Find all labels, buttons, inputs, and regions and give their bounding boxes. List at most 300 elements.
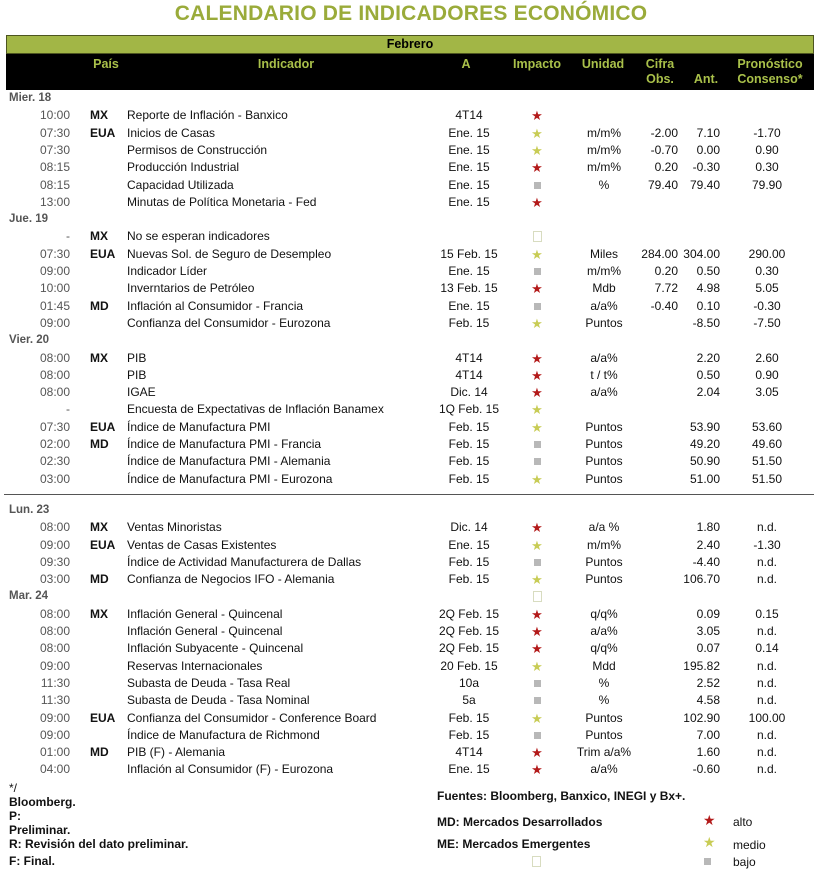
consensus-cell: -0.30 xyxy=(753,298,781,313)
section-divider xyxy=(4,494,814,495)
impact-medium-star-icon: ★ xyxy=(531,315,543,331)
day-header xyxy=(0,211,822,228)
table-row xyxy=(0,350,822,367)
time-cell: 09:00 xyxy=(39,710,70,725)
previous-cell: 3.05 xyxy=(696,624,720,638)
observed-cell: 0.20 xyxy=(654,160,678,175)
day-label: Mar. 24 xyxy=(9,590,48,603)
day-header xyxy=(0,332,822,349)
table-row xyxy=(0,246,822,263)
table-row xyxy=(0,727,822,744)
time-cell: 08:15 xyxy=(39,177,70,192)
md-note: MD: Mercados Desarrollados xyxy=(437,815,603,829)
period-cell: 15 Feb. 15 xyxy=(440,246,498,261)
previous-cell: 0.50 xyxy=(696,264,720,278)
previous-cell: 0.09 xyxy=(696,606,720,621)
indicator-cell: Índice de Actividad Manufacturera de Dallas xyxy=(127,554,362,569)
table-row xyxy=(0,675,822,692)
previous-cell: 7.10 xyxy=(696,125,720,140)
time-cell: 13:00 xyxy=(39,194,70,209)
previous-cell: 0.50 xyxy=(696,367,720,382)
previous-cell: 4.98 xyxy=(696,281,720,296)
previous-cell: 49.20 xyxy=(689,437,720,451)
header-pais: País xyxy=(93,57,119,71)
period-cell: Feb. 15 xyxy=(448,471,490,486)
previous-cell: 79.40 xyxy=(689,177,720,192)
period-cell: 4T14 xyxy=(455,108,483,123)
previous-cell: 2.20 xyxy=(696,350,720,365)
period-cell: Ene. 15 xyxy=(448,142,490,157)
time-cell: 08:00 xyxy=(39,385,70,400)
indicator-cell: Subasta de Deuda - Tasa Nominal xyxy=(127,693,310,708)
period-cell: Ene. 15 xyxy=(448,264,490,278)
header-cifra: Cifra xyxy=(645,57,675,71)
footnote-bloomberg: Bloomberg. xyxy=(9,795,76,809)
legend-medium-label: medio xyxy=(733,838,766,852)
previous-cell: -0.60 xyxy=(692,762,720,777)
table-row xyxy=(0,537,822,554)
period-cell: Ene. 15 xyxy=(448,194,490,209)
time-cell: 02:00 xyxy=(39,437,70,451)
header-consenso-label: Consenso* xyxy=(737,72,803,86)
previous-cell: -8.50 xyxy=(692,315,720,330)
period-cell: Feb. 15 xyxy=(448,454,490,469)
time-cell: 07:30 xyxy=(39,419,70,434)
period-cell: Dic. 14 xyxy=(450,385,488,400)
impact-low-square-icon xyxy=(525,727,549,744)
impact-high-star-icon: ★ xyxy=(531,385,543,401)
indicator-cell: PIB xyxy=(127,367,147,382)
period-cell: Dic. 14 xyxy=(450,520,488,535)
header-cifra-obs xyxy=(638,57,682,87)
period-cell: 2Q Feb. 15 xyxy=(438,624,500,638)
period-cell: 1Q Feb. 15 xyxy=(438,402,500,417)
previous-cell: 7.00 xyxy=(696,727,720,742)
header-ant: Ant. xyxy=(693,72,719,86)
time-cell: 02:30 xyxy=(39,454,70,469)
unit-cell: m/m% xyxy=(587,160,621,175)
impact-empty-icon xyxy=(525,228,549,245)
consensus-cell: n.d. xyxy=(756,675,777,690)
country-cell: MX xyxy=(90,606,108,621)
period-cell: Feb. 15 xyxy=(448,315,490,330)
indicator-cell: Inflación al Consumidor - Francia xyxy=(127,298,304,313)
table-row xyxy=(0,453,822,470)
time-cell: 09:00 xyxy=(39,537,70,552)
impact-high-star-icon: ★ xyxy=(531,641,543,657)
indicator-cell: Índice de Manufactura PMI - Alemania xyxy=(127,454,331,469)
impact-medium-star-icon: ★ xyxy=(531,471,543,487)
impact-high-star-icon: ★ xyxy=(531,281,543,297)
observed-cell: 79.40 xyxy=(647,177,678,192)
country-cell: MD xyxy=(90,298,109,313)
table-row xyxy=(0,640,822,657)
impact-low-square-icon xyxy=(525,177,549,194)
previous-cell: 0.07 xyxy=(696,641,720,656)
consensus-cell: -1.70 xyxy=(753,125,781,140)
period-cell: Feb. 15 xyxy=(448,727,490,742)
legend-low-square-icon xyxy=(704,855,711,869)
legend-high-star-icon: ★ xyxy=(703,812,716,828)
observed-cell: -0.70 xyxy=(650,142,678,157)
consensus-cell: n.d. xyxy=(756,745,777,760)
me-note: ME: Mercados Emergentes xyxy=(437,837,591,851)
previous-cell: 51.00 xyxy=(689,471,720,486)
impact-medium-star-icon: ★ xyxy=(531,246,543,262)
time-cell: - xyxy=(66,402,70,417)
footnote-final: F: Final. xyxy=(9,854,55,868)
table-row xyxy=(0,744,822,761)
sources-note: Fuentes: Bloomberg, Banxico, INEGI y Bx+. xyxy=(437,789,686,803)
consensus-cell: 0.90 xyxy=(755,142,779,157)
indicator-cell: Inflación General - Quincenal xyxy=(127,624,283,638)
time-cell: 09:30 xyxy=(39,554,70,569)
previous-cell: 1.60 xyxy=(696,745,720,760)
consensus-cell: n.d. xyxy=(756,762,777,777)
country-cell: MD xyxy=(90,437,109,451)
footnote-revision: R: Revisión del dato preliminar. xyxy=(9,837,189,851)
unit-cell: Miles xyxy=(589,246,618,261)
unit-cell: Puntos xyxy=(585,471,623,486)
time-cell: 04:00 xyxy=(39,762,70,777)
unit-cell: % xyxy=(598,693,610,708)
month-header: Febrero xyxy=(6,35,814,54)
period-cell: 20 Feb. 15 xyxy=(440,658,498,673)
unit-cell: a/a% xyxy=(590,298,618,313)
impact-high-star-icon: ★ xyxy=(531,606,543,622)
indicator-cell: Confianza del Consumidor - Eurozona xyxy=(127,315,331,330)
unit-cell: a/a% xyxy=(590,350,618,365)
impact-low-square-icon xyxy=(525,453,549,470)
indicator-cell: Ventas de Casas Existentes xyxy=(127,537,277,552)
impact-high-star-icon: ★ xyxy=(531,745,543,761)
legend-low-label: bajo xyxy=(733,855,756,869)
unit-cell: Puntos xyxy=(585,315,623,330)
indicator-cell: Reservas Internacionales xyxy=(127,658,263,673)
consensus-cell: n.d. xyxy=(756,554,777,569)
period-cell: Feb. 15 xyxy=(448,419,490,434)
day-header xyxy=(0,588,822,605)
consensus-cell: 0.14 xyxy=(755,641,779,656)
indicator-cell: Capacidad Utilizada xyxy=(127,177,234,192)
footnote-asterisk: */ xyxy=(9,781,18,795)
consensus-cell: 3.05 xyxy=(755,385,779,400)
observed-cell: 7.72 xyxy=(654,281,678,296)
period-cell: Feb. 15 xyxy=(448,437,490,451)
time-cell: 11:30 xyxy=(40,675,70,690)
unit-cell: m/m% xyxy=(587,142,621,157)
indicator-cell: PIB xyxy=(127,350,147,365)
consensus-cell: 53.60 xyxy=(751,419,783,434)
observed-cell: -2.00 xyxy=(650,125,678,140)
consensus-cell: 51.50 xyxy=(751,471,783,486)
time-cell: 03:00 xyxy=(39,572,70,587)
time-cell: 09:00 xyxy=(39,264,70,278)
day-label: Vier. 20 xyxy=(9,334,50,347)
unit-cell: Puntos xyxy=(585,710,623,725)
time-cell: 01:45 xyxy=(39,298,70,313)
consensus-cell: n.d. xyxy=(756,520,777,535)
indicator-cell: Producción Industrial xyxy=(127,160,240,175)
impact-high-star-icon: ★ xyxy=(531,160,543,176)
consensus-cell: 0.30 xyxy=(755,160,779,175)
indicator-cell: Índice de Manufactura de Richmond xyxy=(127,727,320,742)
indicator-cell: Inflación al Consumidor (F) - Eurozona xyxy=(127,762,334,777)
previous-cell: 106.70 xyxy=(683,572,720,587)
consensus-cell: 79.90 xyxy=(751,177,783,192)
impact-low-square-icon xyxy=(525,436,549,453)
indicator-cell: Inflación General - Quincenal xyxy=(127,606,283,621)
unit-cell: t / t% xyxy=(590,367,618,382)
table-row xyxy=(0,384,822,401)
impact-medium-star-icon: ★ xyxy=(531,710,543,726)
table-header xyxy=(6,54,814,90)
time-cell: 08:00 xyxy=(39,606,70,621)
period-cell: 10a xyxy=(458,675,480,690)
period-cell: Feb. 15 xyxy=(448,554,490,569)
impact-low-square-icon xyxy=(525,263,549,280)
observed-cell: 0.20 xyxy=(654,264,678,278)
time-cell: 08:00 xyxy=(39,350,70,365)
consensus-cell: 100.00 xyxy=(748,710,786,725)
time-cell: 07:30 xyxy=(39,125,70,140)
unit-cell: Mdb xyxy=(592,281,616,296)
period-cell: 13 Feb. 15 xyxy=(440,281,498,296)
previous-cell: 2.52 xyxy=(696,675,720,690)
country-cell: MX xyxy=(90,108,108,123)
header-obs: Obs. xyxy=(646,72,674,86)
header-a: A xyxy=(461,57,471,71)
time-cell: 09:00 xyxy=(39,315,70,330)
table-row xyxy=(0,554,822,571)
table-row xyxy=(0,401,822,418)
period-cell: Ene. 15 xyxy=(448,177,490,192)
unit-cell: Puntos xyxy=(585,727,623,742)
unit-cell: m/m% xyxy=(587,264,621,278)
impact-high-star-icon: ★ xyxy=(531,194,543,210)
impact-medium-star-icon: ★ xyxy=(531,658,543,674)
consensus-cell: 0.30 xyxy=(755,264,779,278)
day-label: Jue. 19 xyxy=(9,213,48,226)
day-label: Lun. 23 xyxy=(9,503,50,516)
previous-cell: 2.40 xyxy=(696,537,720,552)
indicator-cell: Ventas Minoristas xyxy=(127,520,222,535)
unit-cell: a/a % xyxy=(588,520,620,535)
previous-cell: 0.10 xyxy=(696,298,720,313)
time-cell: 11:30 xyxy=(40,693,70,708)
indicator-cell: PIB (F) - Alemania xyxy=(127,745,226,760)
indicator-cell: Confianza del Consumidor - Conference Board xyxy=(127,710,377,725)
consensus-cell: n.d. xyxy=(756,727,777,742)
impact-low-square-icon xyxy=(525,675,549,692)
previous-cell: -0.30 xyxy=(692,160,720,175)
indicator-cell: Índice de Manufactura PMI - Eurozona xyxy=(127,471,333,486)
unit-cell: a/a% xyxy=(590,624,618,638)
consensus-cell: 2.60 xyxy=(755,350,779,365)
indicator-cell: Inflación Subyacente - Quincenal xyxy=(127,641,304,656)
country-cell: MX xyxy=(90,350,108,365)
impact-medium-star-icon: ★ xyxy=(531,537,543,553)
period-cell: Ene. 15 xyxy=(448,125,490,140)
table-row xyxy=(0,125,822,142)
unit-cell: % xyxy=(598,675,610,690)
table-row xyxy=(0,710,822,727)
indicator-cell: Permisos de Construcción xyxy=(127,142,268,157)
impact-low-square-icon xyxy=(525,554,549,571)
country-cell: EUA xyxy=(90,419,116,434)
table-row xyxy=(0,107,822,124)
time-cell: 09:00 xyxy=(39,727,70,742)
previous-cell: 102.90 xyxy=(683,710,720,725)
unit-cell: Puntos xyxy=(585,554,623,569)
indicator-cell: Inverntarios de Petróleo xyxy=(127,281,255,296)
header-pronostico-label: Pronóstico xyxy=(737,57,803,71)
page-title: CALENDARIO DE INDICADORES ECONÓMICO xyxy=(174,2,648,25)
day-label: Mier. 18 xyxy=(9,92,52,104)
consensus-cell: 0.90 xyxy=(755,367,779,382)
consensus-cell: -1.30 xyxy=(753,537,781,552)
time-cell: 07:30 xyxy=(39,142,70,157)
unit-cell: Puntos xyxy=(585,437,623,451)
observed-cell: 284.00 xyxy=(641,246,678,261)
previous-cell: -4.40 xyxy=(692,554,720,569)
impact-empty-icon xyxy=(525,588,549,605)
table-row xyxy=(0,571,822,588)
unit-cell: Puntos xyxy=(585,419,623,434)
legend-high-label: alto xyxy=(733,815,753,829)
header-unidad: Unidad xyxy=(581,57,625,71)
time-cell: 08:00 xyxy=(39,367,70,382)
period-cell: 5a xyxy=(462,693,476,708)
country-cell: EUA xyxy=(90,537,116,552)
table-row xyxy=(0,761,822,778)
indicator-cell: Nuevas Sol. de Seguro de Desempleo xyxy=(127,246,332,261)
period-cell: Feb. 15 xyxy=(448,710,490,725)
time-cell: 08:15 xyxy=(39,160,70,175)
indicator-cell: IGAE xyxy=(127,385,156,400)
legend-medium-star-icon: ★ xyxy=(703,834,716,850)
impact-high-star-icon: ★ xyxy=(531,108,543,124)
impact-high-star-icon: ★ xyxy=(531,367,543,383)
table-row xyxy=(0,298,822,315)
period-cell: 4T14 xyxy=(455,367,483,382)
unit-cell: a/a% xyxy=(590,385,618,400)
indicator-cell: Índice de Manufactura PMI - Francia xyxy=(127,437,322,451)
time-cell: 01:00 xyxy=(39,745,70,760)
period-cell: 2Q Feb. 15 xyxy=(438,641,500,656)
table-row xyxy=(0,159,822,176)
time-cell: 03:00 xyxy=(39,471,70,486)
impact-high-star-icon: ★ xyxy=(531,762,543,778)
indicator-cell: Encuesta de Expectativas de Inflación Banamex xyxy=(127,402,384,417)
impact-low-square-icon xyxy=(525,692,549,709)
period-cell: Ene. 15 xyxy=(448,762,490,777)
consensus-cell: 5.05 xyxy=(755,281,779,296)
indicator-cell: Indicador Líder xyxy=(127,264,208,278)
table-row xyxy=(0,228,822,245)
previous-cell: 53.90 xyxy=(689,419,720,434)
table-row xyxy=(0,280,822,297)
header-pronostico xyxy=(730,57,810,87)
table-row xyxy=(0,623,822,640)
country-cell: MD xyxy=(90,572,109,587)
unit-cell: m/m% xyxy=(587,125,621,140)
country-cell: MD xyxy=(90,745,109,760)
unit-cell: Mdd xyxy=(592,658,616,673)
consensus-cell: 0.15 xyxy=(755,606,779,621)
table-row xyxy=(0,658,822,675)
consensus-cell: 49.60 xyxy=(751,437,783,451)
unit-cell: q/q% xyxy=(590,641,618,656)
time-cell: 09:00 xyxy=(39,658,70,673)
unit-cell: Puntos xyxy=(585,454,623,469)
period-cell: Ene. 15 xyxy=(448,160,490,175)
table-row xyxy=(0,606,822,623)
period-cell: 4T14 xyxy=(455,745,483,760)
time-cell: 08:00 xyxy=(39,624,70,638)
previous-cell: 50.90 xyxy=(689,454,720,469)
indicator-cell: Subasta de Deuda - Tasa Real xyxy=(127,675,291,690)
country-cell: MX xyxy=(90,520,108,535)
table-row xyxy=(0,367,822,384)
table-row xyxy=(0,263,822,280)
unit-cell: Puntos xyxy=(585,572,623,587)
country-cell: EUA xyxy=(90,125,116,140)
footer-empty-box-icon xyxy=(532,855,541,869)
period-cell: Ene. 15 xyxy=(448,537,490,552)
time-cell: 08:00 xyxy=(39,641,70,656)
period-cell: 2Q Feb. 15 xyxy=(438,606,500,621)
previous-cell: 2.04 xyxy=(696,385,720,400)
country-cell: MX xyxy=(90,229,108,244)
impact-medium-star-icon: ★ xyxy=(531,572,543,588)
table-row xyxy=(0,436,822,453)
indicator-cell: Confianza de Negocios IFO - Alemania xyxy=(127,572,335,587)
previous-cell: 0.00 xyxy=(696,142,720,157)
previous-cell: 1.80 xyxy=(696,520,720,535)
impact-high-star-icon: ★ xyxy=(531,624,543,639)
previous-cell: 304.00 xyxy=(683,246,720,261)
impact-high-star-icon: ★ xyxy=(531,350,543,366)
time-cell: 07:30 xyxy=(39,246,70,261)
consensus-cell: -7.50 xyxy=(753,315,781,330)
table-row xyxy=(0,194,822,211)
footnote-p-label: P: xyxy=(9,809,21,823)
consensus-cell: 51.50 xyxy=(751,454,783,469)
consensus-cell: n.d. xyxy=(756,624,777,638)
consensus-cell: n.d. xyxy=(756,693,777,708)
previous-cell: 195.82 xyxy=(683,658,720,673)
unit-cell: a/a% xyxy=(590,762,618,777)
period-cell: Feb. 15 xyxy=(448,572,490,587)
unit-cell: m/m% xyxy=(587,537,621,552)
impact-low-square-icon xyxy=(525,298,549,315)
country-cell: EUA xyxy=(90,246,116,261)
indicator-cell: No se esperan indicadores xyxy=(127,229,270,244)
impact-medium-star-icon: ★ xyxy=(531,419,543,435)
table-row xyxy=(0,142,822,159)
header-indicador: Indicador xyxy=(257,57,315,71)
indicator-cell: Inicios de Casas xyxy=(127,125,216,140)
table-row xyxy=(0,692,822,709)
table-row xyxy=(0,519,822,536)
day-header xyxy=(0,502,822,519)
time-cell: 10:00 xyxy=(39,281,70,296)
period-cell: 4T14 xyxy=(455,350,483,365)
impact-medium-star-icon: ★ xyxy=(531,402,543,418)
table-row xyxy=(0,419,822,436)
period-cell: Ene. 15 xyxy=(448,298,490,313)
